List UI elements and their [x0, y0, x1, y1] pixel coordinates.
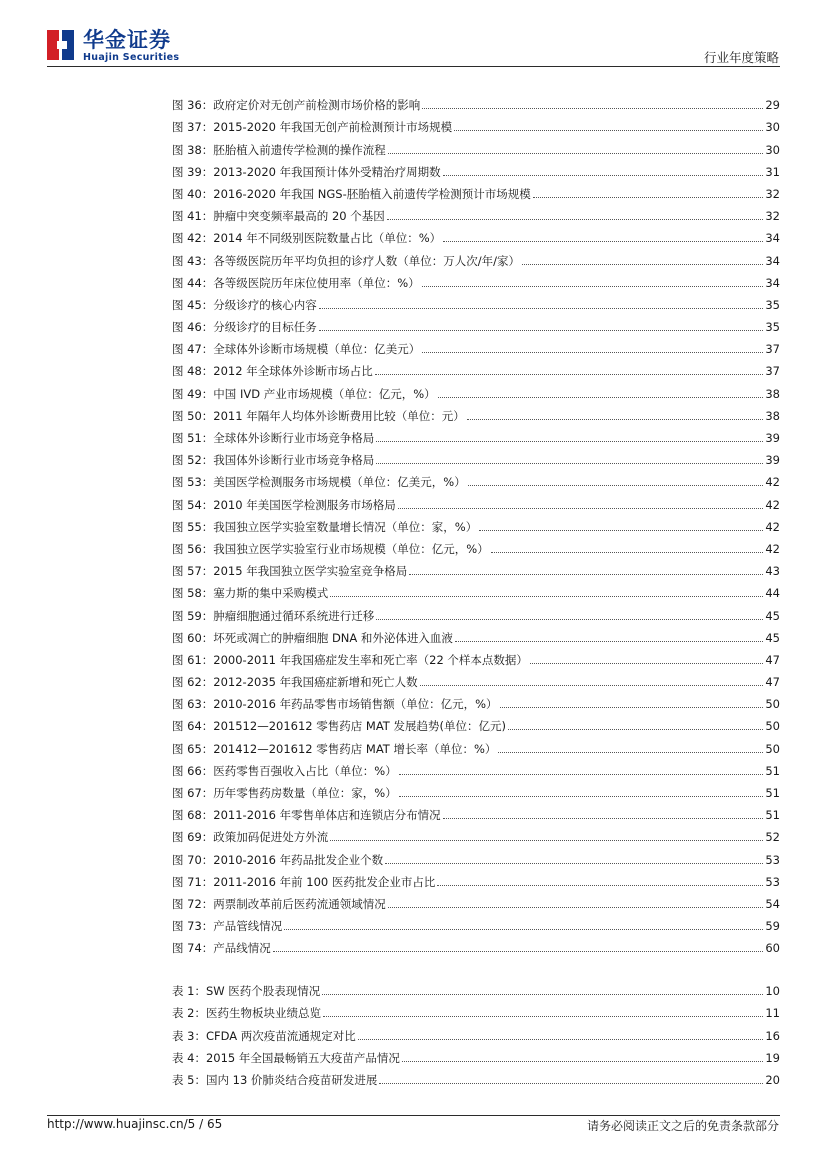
toc-entry-label[interactable]: 表 5：国内 13 价肺炎结合疫苗研发进展: [172, 1072, 378, 1087]
dot-leader: [508, 728, 763, 730]
toc-page-number[interactable]: 34: [765, 253, 780, 268]
figure-toc-entry[interactable]: [172, 512, 780, 534]
figure-toc-entry[interactable]: [172, 245, 780, 267]
footer-url-page[interactable]: http://www.huajinsc.cn/5 / 65: [47, 1117, 223, 1131]
figure-toc-entry[interactable]: [172, 467, 780, 489]
table-toc-entry[interactable]: [172, 998, 780, 1020]
toc-page-number[interactable]: 50: [765, 697, 780, 712]
dot-leader: [498, 751, 763, 753]
toc-page-number[interactable]: 32: [765, 209, 780, 224]
figure-toc-entry[interactable]: [172, 867, 780, 889]
toc-page-number[interactable]: 37: [765, 364, 780, 379]
figure-toc-entry[interactable]: [172, 933, 780, 955]
toc-page-number[interactable]: 51: [765, 786, 780, 800]
figure-toc-entry[interactable]: [172, 733, 780, 755]
toc-page-number[interactable]: 43: [765, 564, 780, 579]
toc-page-number[interactable]: 53: [765, 852, 780, 867]
dot-leader: [491, 551, 764, 553]
toc-page-number[interactable]: 34: [765, 275, 780, 290]
toc-page-number[interactable]: 38: [765, 386, 780, 401]
toc-page-number[interactable]: 50: [765, 741, 780, 756]
dot-leader: [454, 129, 763, 131]
toc-entry-label[interactable]: 图 50：2011 年隔年人均体外诊断费用比较（单位：元）: [172, 408, 465, 423]
toc-page-number[interactable]: 19: [765, 1050, 780, 1065]
dot-leader: [522, 263, 763, 265]
toc-entry-label[interactable]: 图 40：2016-2020 年我国 NGS-胚胎植入前遗传学检测预计市场规模: [172, 186, 531, 201]
toc-entry-label[interactable]: 图 49：中国 IVD 产业市场规模（单位：亿元，%）: [172, 386, 436, 401]
toc-entry-label[interactable]: 图 48：2012 年全球体外诊断市场占比: [172, 364, 373, 379]
dot-leader: [323, 1015, 763, 1017]
dot-leader: [443, 174, 764, 176]
dot-leader: [399, 795, 764, 797]
toc-page-number[interactable]: 30: [765, 120, 780, 135]
figure-toc-entry[interactable]: [172, 578, 780, 600]
dot-leader: [388, 152, 764, 154]
dot-leader: [330, 595, 763, 597]
dot-leader: [468, 484, 764, 486]
toc-page-number[interactable]: 42: [765, 475, 780, 490]
figure-toc-entry[interactable]: [172, 157, 780, 179]
toc-page-number[interactable]: 47: [765, 652, 780, 667]
table-list: [172, 976, 780, 1087]
company-logo: [47, 28, 187, 64]
toc-entry-label[interactable]: 图 47：全球体外诊断市场规模（单位：亿美元）: [172, 342, 421, 357]
figure-toc-entry[interactable]: [172, 556, 780, 578]
toc-page-number[interactable]: 39: [765, 431, 780, 445]
table-toc-entry[interactable]: [172, 1043, 780, 1065]
dot-leader: [387, 218, 764, 220]
header-divider: [47, 66, 780, 67]
toc-page-number[interactable]: 60: [765, 941, 780, 956]
dot-leader: [376, 440, 763, 442]
dot-leader: [422, 285, 764, 287]
figure-toc-entry[interactable]: [172, 623, 780, 645]
figure-toc-entry[interactable]: [172, 844, 780, 866]
figure-toc-entry[interactable]: [172, 423, 780, 445]
toc-entry-label[interactable]: 图 45：分级诊疗的核心内容: [172, 297, 317, 312]
table-toc-entry[interactable]: [172, 976, 780, 998]
dot-leader: [385, 862, 763, 864]
figure-toc-entry[interactable]: [172, 179, 780, 201]
figure-toc-entry[interactable]: [172, 689, 780, 711]
toc-entry-label[interactable]: 图 39：2013-2020 年我国预计体外受精治疗周期数: [172, 164, 441, 179]
toc-entry-label[interactable]: 表 2：医药生物板块业绩总览: [172, 1006, 321, 1021]
figure-toc-entry[interactable]: [172, 445, 780, 467]
dot-leader: [500, 706, 764, 708]
toc-page-number[interactable]: 45: [765, 608, 780, 623]
dot-leader: [322, 993, 763, 995]
figure-toc-entry[interactable]: [172, 378, 780, 400]
toc-page-number[interactable]: 51: [765, 808, 780, 823]
figure-toc-entry[interactable]: [172, 290, 780, 312]
dot-leader: [379, 1082, 763, 1084]
figure-toc-entry[interactable]: [172, 90, 780, 112]
figure-toc-entry[interactable]: [172, 600, 780, 622]
figure-toc-entry[interactable]: [172, 268, 780, 290]
toc-entry-label[interactable]: 图 44：各等级医院历年床位使用率（单位：%）: [172, 275, 420, 290]
toc-page-number[interactable]: 42: [765, 541, 780, 556]
toc-page-number[interactable]: 10: [765, 984, 780, 999]
figure-toc-entry[interactable]: [172, 356, 780, 378]
dot-leader: [467, 418, 764, 420]
dot-leader: [284, 928, 763, 930]
toc-entry-label[interactable]: 图 42：2014 年不同级别医院数量占比（单位：%）: [172, 231, 442, 246]
dot-leader: [319, 329, 764, 331]
toc-page-number[interactable]: 30: [765, 142, 780, 157]
figure-list: [172, 90, 780, 955]
figure-toc-entry[interactable]: [172, 489, 780, 511]
table-toc-entry[interactable]: [172, 1020, 780, 1042]
footer-disclaimer: 请务必阅读正文之后的免责条款部分: [586, 1119, 779, 1133]
dot-leader: [358, 1038, 764, 1040]
toc-entry-label[interactable]: 图 46：分级诊疗的目标任务: [172, 320, 317, 335]
figure-toc-entry[interactable]: [172, 667, 780, 689]
logo-chinese-name: 华金证券: [83, 28, 171, 52]
dot-leader: [422, 107, 763, 109]
toc-entry-label[interactable]: 图 52：我国体外诊断行业市场竞争格局: [172, 453, 375, 468]
toc-page-number[interactable]: 59: [765, 919, 780, 934]
figure-toc-entry[interactable]: [172, 534, 780, 556]
toc-page-number[interactable]: 51: [765, 763, 780, 778]
figure-toc-entry[interactable]: [172, 778, 780, 800]
toc-entry-label[interactable]: 图 64：201512—201612 零售药店 MAT 发展趋势(单位：亿元): [172, 719, 506, 734]
dot-leader: [443, 817, 764, 819]
toc-page-number[interactable]: 45: [765, 630, 780, 645]
table-toc-entry[interactable]: [172, 1065, 780, 1087]
dot-leader: [388, 906, 764, 908]
toc-entry-label[interactable]: 图 38：胚胎植入前遗传学检测的操作流程: [172, 142, 386, 157]
dot-leader: [409, 573, 763, 575]
toc-page-number[interactable]: 35: [765, 297, 780, 312]
footer-divider: [47, 1115, 780, 1116]
toc-page-number[interactable]: 50: [765, 719, 780, 734]
logo-english-name: Huajin Securities: [83, 52, 180, 63]
toc-page-number[interactable]: 16: [765, 1028, 780, 1043]
dot-leader: [455, 640, 763, 642]
toc-page-number[interactable]: 37: [765, 342, 780, 357]
toc-page-number[interactable]: 42: [765, 519, 780, 534]
figure-toc-entry[interactable]: [172, 223, 780, 245]
toc-entry-label[interactable]: 图 56：我国独立医学实验室行业市场规模（单位：亿元，%）: [172, 541, 489, 556]
toc-page-number[interactable]: 29: [765, 98, 780, 113]
dot-leader: [399, 773, 764, 775]
dot-leader: [330, 839, 763, 841]
figure-toc-entry[interactable]: [172, 756, 780, 778]
figure-toc-entry[interactable]: [172, 401, 780, 423]
toc-entry-label[interactable]: 图 59：肿瘤细胞通过循环系统进行迁移: [172, 608, 375, 623]
dot-leader: [530, 662, 763, 664]
figure-toc-entry[interactable]: [172, 911, 780, 933]
toc-entry-label[interactable]: 图 67：历年零售药房数量（单位：家，%）: [172, 786, 397, 800]
dot-leader: [479, 529, 763, 531]
figure-toc-entry[interactable]: [172, 822, 780, 844]
dot-leader: [319, 307, 764, 309]
toc-page-number[interactable]: 31: [765, 164, 780, 179]
figure-toc-entry[interactable]: [172, 312, 780, 334]
toc-entry-label[interactable]: 图 74：产品线情况: [172, 941, 271, 956]
dot-leader: [375, 373, 764, 375]
toc-page-number[interactable]: 38: [765, 408, 780, 423]
dot-leader: [273, 950, 764, 952]
figure-toc-entry[interactable]: [172, 645, 780, 667]
dot-leader: [376, 618, 763, 620]
toc-page-number[interactable]: 44: [765, 586, 780, 601]
dot-leader: [402, 1060, 763, 1062]
toc-entry-label[interactable]: 图 72：两票制改革前后医药流通领域情况: [172, 896, 386, 911]
dot-leader: [422, 351, 763, 353]
toc-entry-label[interactable]: 图 73：产品管线情况: [172, 919, 283, 934]
toc-entry-label[interactable]: 图 53：美国医学检测服务市场规模（单位：亿美元，%）: [172, 475, 466, 490]
toc-page-number[interactable]: 35: [765, 320, 780, 335]
toc-entry-label[interactable]: 图 36：政府定价对无创产前检测市场价格的影响: [172, 98, 421, 113]
dot-leader: [398, 507, 764, 509]
toc-entry-label[interactable]: 图 61：2000-2011 年我国癌症发生率和死亡率（22 个样本点数据）: [172, 652, 528, 667]
toc-entry-label[interactable]: 表 3：CFDA 两次疫苗流通规定对比: [172, 1028, 356, 1043]
toc-entry-label[interactable]: 图 62：2012-2035 年我国癌症新增和死亡人数: [172, 675, 418, 690]
figure-toc-entry[interactable]: [172, 334, 780, 356]
figure-toc-entry[interactable]: [172, 201, 780, 223]
huajin-logo-icon: [47, 28, 77, 62]
toc-entry-label[interactable]: 图 55：我国独立医学实验室数量增长情况（单位：家，%）: [172, 519, 478, 534]
toc-entry-label[interactable]: 图 63：2010-2016 年药品零售市场销售额（单位：亿元，%）: [172, 697, 498, 712]
toc-entry-label[interactable]: 图 57：2015 年我国独立医学实验室竞争格局: [172, 564, 408, 579]
toc-entry-label[interactable]: 表 4：2015 年全国最畅销五大疫苗产品情况: [172, 1050, 400, 1065]
toc-page-number[interactable]: 53: [765, 874, 780, 889]
figure-toc-entry[interactable]: [172, 112, 780, 134]
toc-entry-label[interactable]: 图 37：2015-2020 年我国无创产前检测预计市场规模: [172, 120, 453, 135]
toc-page-number[interactable]: 39: [765, 453, 780, 468]
report-type: 行业年度策略: [703, 50, 779, 65]
toc-entry-label[interactable]: 图 70：2010-2016 年药品批发企业个数: [172, 852, 384, 867]
dot-leader: [376, 462, 763, 464]
dot-leader: [437, 884, 763, 886]
toc-page-number[interactable]: 11: [765, 1006, 780, 1021]
toc-entry-label[interactable]: 图 58：塞力斯的集中采购模式: [172, 586, 329, 601]
toc-page-number[interactable]: 32: [765, 186, 780, 201]
toc-entry-label[interactable]: 图 71：2011-2016 年前 100 医药批发企业市占比: [172, 874, 436, 889]
toc-entry-label[interactable]: 表 1：SW 医药个股表现情况: [172, 984, 321, 999]
toc-page-number[interactable]: 20: [765, 1072, 780, 1087]
toc-page-number[interactable]: 34: [765, 231, 780, 246]
figure-toc-entry[interactable]: [172, 134, 780, 156]
figure-toc-entry[interactable]: [172, 889, 780, 911]
toc-page-number[interactable]: 47: [765, 675, 780, 690]
figure-toc-entry[interactable]: [172, 711, 780, 733]
toc-entry-label[interactable]: 图 51：全球体外诊断行业市场竞争格局: [172, 431, 375, 445]
toc-entry-label[interactable]: 图 43：各等级医院历年平均负担的诊疗人数（单位：万人次/年/家）: [172, 253, 521, 268]
toc-entry-label[interactable]: 图 69：政策加码促进处方外流: [172, 830, 329, 845]
toc-entry-label[interactable]: 图 54：2010 年美国医学检测服务市场格局: [172, 497, 396, 512]
toc-entry-label[interactable]: 图 65：201412—201612 零售药店 MAT 增长率（单位：%）: [172, 741, 497, 756]
dot-leader: [438, 396, 764, 398]
toc-entry-label[interactable]: 图 68：2011-2016 年零售单体店和连锁店分布情况: [172, 808, 441, 823]
toc-page-number[interactable]: 52: [765, 830, 780, 845]
toc-page-number[interactable]: 42: [765, 497, 780, 512]
dot-leader: [420, 684, 764, 686]
dot-leader: [533, 196, 764, 198]
toc-entry-label[interactable]: 图 41：肿瘤中突变频率最高的 20 个基因: [172, 209, 385, 224]
figure-toc-entry[interactable]: [172, 800, 780, 822]
toc-page-number[interactable]: 54: [765, 896, 780, 911]
toc-entry-label[interactable]: 图 66：医药零售百强收入占比（单位：%）: [172, 763, 397, 778]
dot-leader: [443, 240, 763, 242]
toc-entry-label[interactable]: 图 60：坏死或凋亡的肿瘤细胞 DNA 和外泌体进入血液: [172, 630, 453, 645]
